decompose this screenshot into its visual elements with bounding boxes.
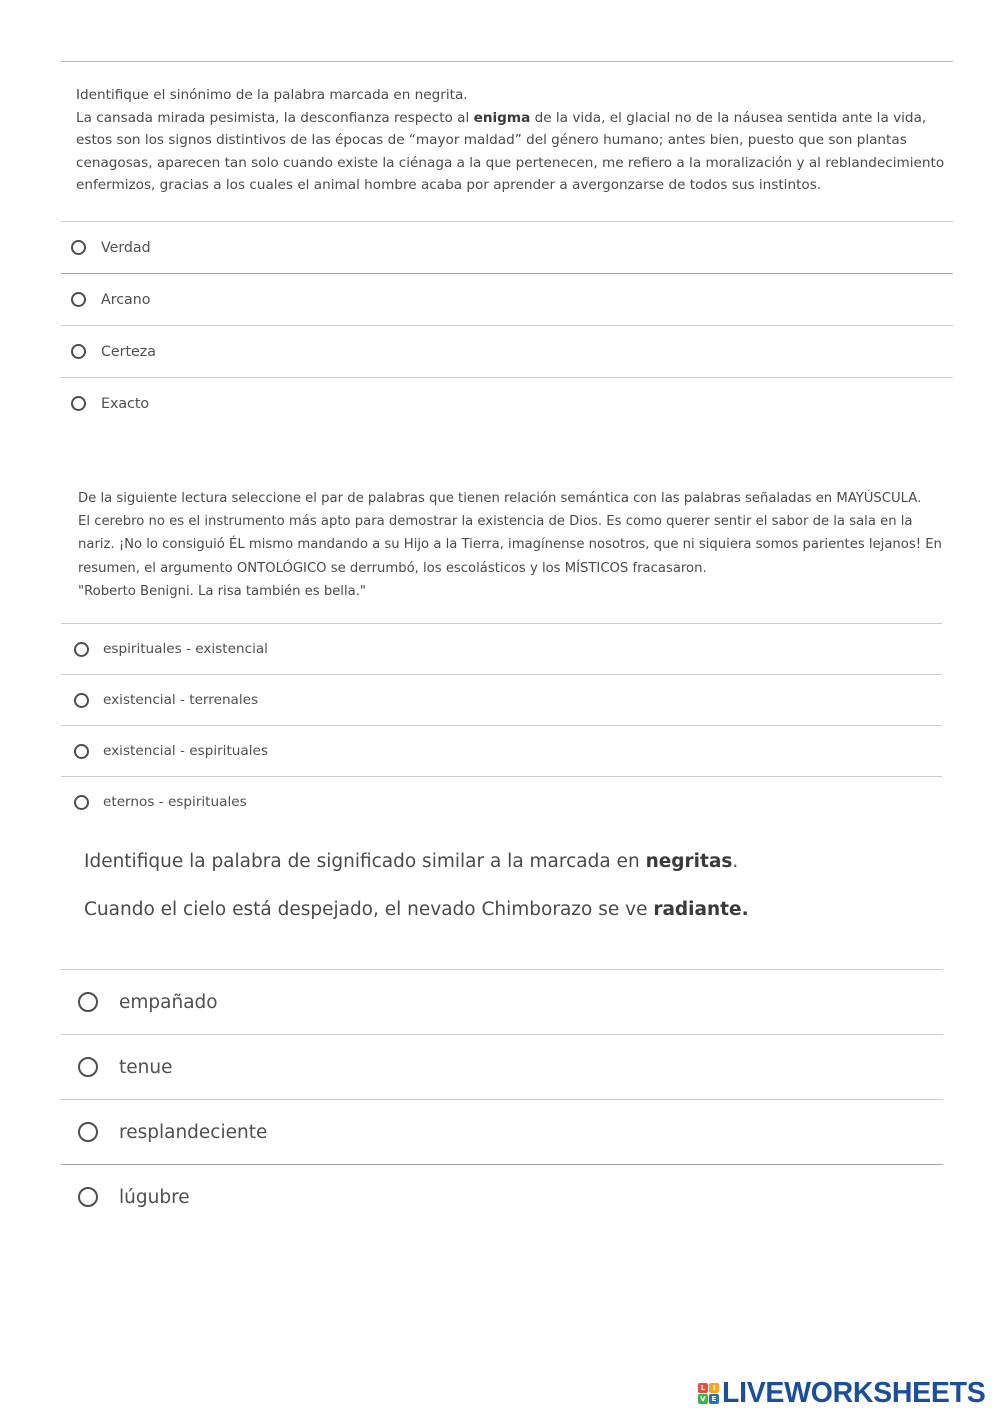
option-lugubre[interactable]: [61, 1164, 943, 1229]
option-label: existencial - terrenales: [103, 692, 259, 708]
option-label: resplandeciente: [119, 1121, 268, 1143]
radio-icon[interactable]: [78, 1187, 98, 1207]
option-tenue[interactable]: [61, 1034, 943, 1099]
bold-keyword: negritas: [645, 851, 733, 872]
radio-icon[interactable]: [71, 344, 86, 359]
liveworksheets-logo: [698, 1378, 985, 1408]
radio-icon[interactable]: [74, 693, 89, 708]
option-label: eternos - espirituales: [103, 794, 247, 810]
passage-text: de la vida, el glacial no de la náusea sentida ante la vida, estos son los signos distintivos de las épocas de “mayor maldad” del género humano; antes bien, puesto que son plantas cenagosas, aparecen tan solo cuando existe la ciénaga a la que pertenecen, me refiero a la moralización y al reblandecimiento enfermizos, gracias a los cuales el animal hombre acaba por aprender a avergonzarse de todos sus instintos.: [76, 109, 945, 194]
radio-icon[interactable]: [74, 795, 89, 810]
option-label: Exacto: [101, 395, 150, 412]
logo-letter-i: I: [709, 1383, 719, 1393]
radio-icon[interactable]: [78, 992, 98, 1012]
option-label: tenue: [119, 1056, 173, 1078]
radio-icon[interactable]: [74, 642, 89, 657]
option-exacto[interactable]: [61, 377, 953, 429]
prompt-text: Identifique la palabra de significado similar a la marcada en: [84, 851, 646, 872]
logo-letter-v: V: [698, 1394, 708, 1404]
question-3-options: [61, 969, 943, 1229]
option-label: Certeza: [101, 343, 156, 360]
option-label: Arcano: [101, 291, 151, 308]
top-divider: [61, 61, 953, 62]
option-eternos-espirituales[interactable]: [61, 776, 942, 827]
option-verdad[interactable]: [61, 221, 953, 273]
question-2-passage: El cerebro no es el instrumento más apto para demostrar la existencia de Dios. Es como querer sentir el sabor de la sala en la nariz. ¡No lo consiguió ÉL mismo mandando a su Hijo a la Tierra, imagínense nosotros, que ni siquiera somos parientes lejanos! En resumen, el argumento ONTOLÓGICO se derrumbó, los escolásticos y los MÍSTICOS fracasaron.: [78, 514, 942, 576]
option-label: espirituales - existencial: [103, 641, 268, 657]
question-3-prompt: [84, 846, 944, 878]
option-label: Verdad: [101, 239, 151, 256]
option-existencial-espirituales[interactable]: [61, 725, 942, 776]
question-2: [78, 487, 948, 603]
logo-letter-e: E: [709, 1394, 719, 1404]
prompt-text: .: [732, 851, 739, 872]
logo-text: LIVEWORKSHEETS: [722, 1377, 986, 1409]
passage-text: La cansada mirada pesimista, la desconfianza respecto al: [76, 109, 474, 126]
radio-icon[interactable]: [71, 240, 86, 255]
question-2-prompt: De la siguiente lectura seleccione el par de palabras que tienen relación semántica con las palabras señaladas en MAYÚSCULA.: [78, 491, 922, 506]
question-3: [84, 846, 944, 926]
option-arcano[interactable]: [61, 273, 953, 325]
question-1: [76, 84, 946, 197]
option-existencial-terrenales[interactable]: [61, 674, 942, 725]
option-espirituales-existencial[interactable]: [61, 623, 942, 674]
option-label: existencial - espirituales: [103, 743, 268, 759]
question-3-sentence: [84, 894, 944, 926]
question-2-source: "Roberto Benigni. La risa también es bella.": [78, 583, 366, 599]
sentence-text: Cuando el cielo está despejado, el nevado Chimborazo se ve: [84, 899, 654, 920]
radio-icon[interactable]: [78, 1057, 98, 1077]
logo-letter-l: L: [698, 1383, 708, 1393]
option-certeza[interactable]: [61, 325, 953, 377]
bold-keyword: radiante.: [653, 899, 749, 920]
option-resplandeciente[interactable]: [61, 1099, 943, 1164]
option-label: lúgubre: [119, 1186, 190, 1208]
question-1-passage: [76, 107, 946, 197]
logo-badge-icon: [698, 1383, 719, 1404]
question-1-options: [61, 221, 953, 429]
radio-icon[interactable]: [78, 1122, 98, 1142]
bold-keyword: enigma: [473, 109, 531, 126]
radio-icon[interactable]: [74, 744, 89, 759]
question-2-options: [61, 623, 942, 827]
radio-icon[interactable]: [71, 292, 86, 307]
question-1-prompt: Identifique el sinónimo de la palabra marcada en negrita.: [76, 87, 468, 103]
option-label: empañado: [119, 991, 218, 1013]
radio-icon[interactable]: [71, 396, 86, 411]
option-empanado[interactable]: [61, 969, 943, 1034]
